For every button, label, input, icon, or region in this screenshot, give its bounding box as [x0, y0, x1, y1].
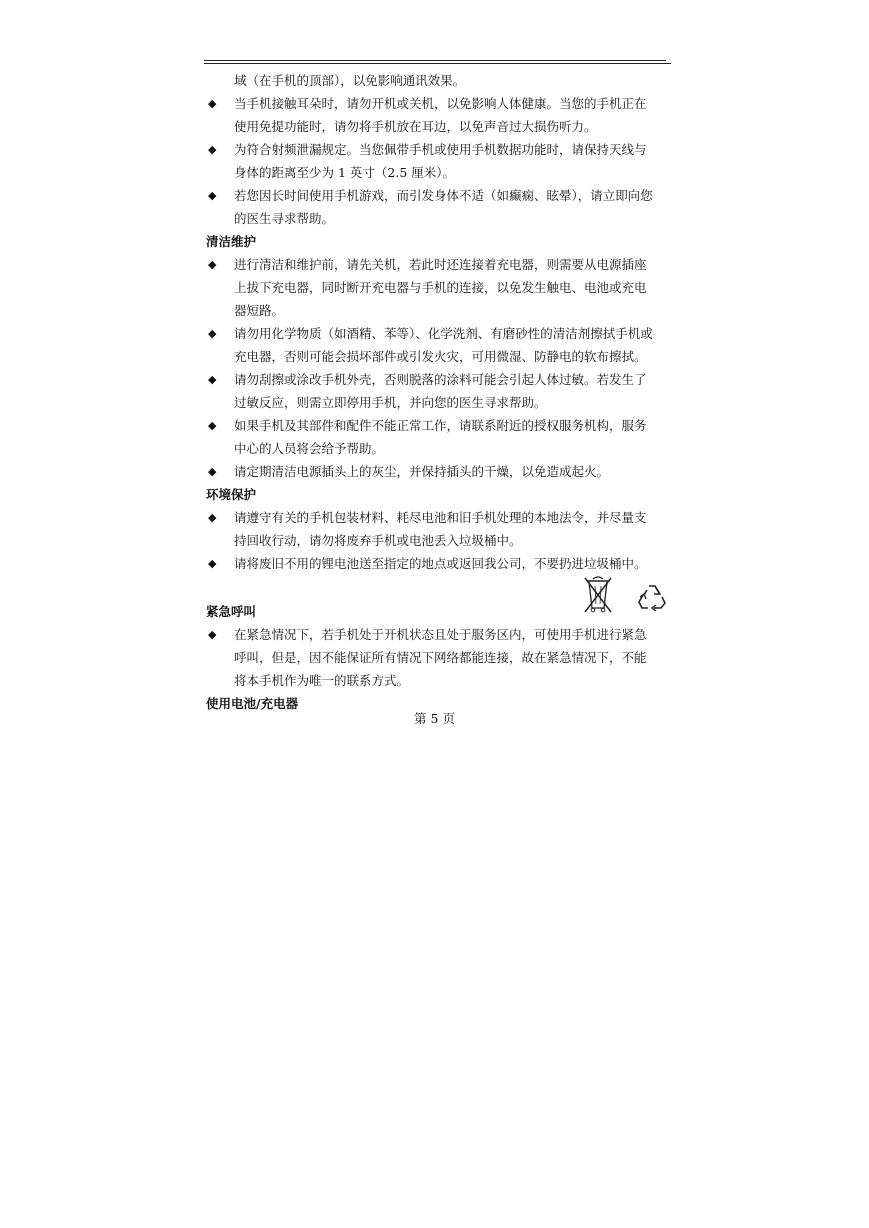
header-rule-top — [204, 60, 666, 61]
bullet-diamond-icon: ◆ — [208, 511, 217, 524]
list-item-text: 器短路。 — [234, 303, 285, 318]
list-item-text: 过敏反应，则需立即停用手机，并向您的医生寻求帮助。 — [234, 395, 547, 410]
continuation-line: 域（在手机的顶部），以免影响通讯效果。 — [234, 73, 466, 88]
crossed-out-bin-icon — [584, 575, 612, 615]
list-item — [206, 138, 672, 184]
list-item-text: 充电器，否则可能会损坏部件或引发火灾，可用微湿、防静电的软布擦拭。 — [234, 349, 647, 364]
list-item-text: 中心的人员将会给予帮助。 — [234, 441, 385, 456]
bullet-diamond-icon: ◆ — [208, 97, 217, 110]
list-item — [206, 368, 672, 414]
bullet-diamond-icon: ◆ — [208, 373, 217, 386]
list-item-text: 如果手机及其部件和配件不能正常工作，请联系附近的授权服务机构，服务 — [234, 418, 647, 433]
list-item-text: 请将废旧不用的锂电池送至指定的地点或返回我公司，不要扔进垃圾桶中。 — [234, 556, 647, 571]
list-item-text: 请定期清洁电源插头上的灰尘，并保持插头的干燥，以免造成起火。 — [234, 464, 610, 479]
list-item — [206, 552, 672, 575]
list-item-text: 身体的距离至少为 1 英寸（2.5 厘米）。 — [234, 165, 456, 180]
page-content — [206, 69, 672, 715]
bullet-diamond-icon: ◆ — [208, 628, 217, 641]
list-item — [206, 414, 672, 460]
page-number: 第 5 页 — [414, 711, 455, 726]
list-item — [206, 460, 672, 483]
emergency-heading-row — [206, 575, 672, 623]
environment-bullet-list — [206, 506, 672, 575]
cleaning-bullet-list — [206, 253, 672, 483]
list-item-text: 请遵守有关的手机包装材料、耗尽电池和旧手机处理的本地法令，并尽量支 — [234, 510, 647, 525]
list-item — [206, 322, 672, 368]
list-item-text: 请勿用化学物质（如酒精、苯等）、化学洗剂、有磨砂性的清洁剂擦拭手机或 — [234, 326, 653, 341]
recycle-icon — [637, 583, 667, 611]
bullet-diamond-icon: ◆ — [208, 419, 217, 432]
list-item-text: 呼叫，但是，因不能保证所有情况下网络都能连接，故在紧急情况下，不能 — [234, 650, 647, 665]
list-item-text: 若您因长时间使用手机游戏，而引发身体不适（如癫痫、眩晕），请立即向您 — [234, 188, 653, 203]
emergency-bullet-list — [206, 623, 672, 692]
bullet-diamond-icon: ◆ — [208, 327, 217, 340]
list-item — [206, 253, 672, 322]
bullet-diamond-icon: ◆ — [208, 557, 217, 570]
bullet-diamond-icon: ◆ — [208, 189, 217, 202]
list-item-text: 使用免提功能时，请勿将手机放在耳边，以免声音过大损伤听力。 — [234, 119, 597, 134]
list-item-text: 进行清洁和维护前，请先关机，若此时还连接着充电器，则需要从电源插座 — [234, 257, 647, 272]
list-item-text: 持回收行动，请勿将废弃手机或电池丢入垃圾桶中。 — [234, 533, 522, 548]
list-item-text: 的医生寻求帮助。 — [234, 211, 335, 226]
list-item-text: 将本手机作为唯一的联系方式。 — [234, 673, 410, 688]
bullet-diamond-icon: ◆ — [208, 143, 217, 156]
section-title-emergency: 紧急呼叫 — [206, 604, 257, 619]
list-item-text: 上拔下充电器，同时断开充电器与手机的连接，以免发生触电、电池或充电 — [234, 280, 647, 295]
list-item — [206, 184, 672, 230]
list-item — [206, 92, 672, 138]
list-item-text: 请勿刮擦或涂改手机外壳，否则脱落的涂料可能会引起人体过敏。若发生了 — [234, 372, 647, 387]
list-item-text: 在紧急情况下，若手机处于开机状态且处于服务区内，可使用手机进行紧急 — [234, 627, 647, 642]
list-item-text: 当手机接触耳朵时，请勿开机或关机，以免影响人体健康。当您的手机正在 — [234, 96, 647, 111]
intro-bullet-list — [206, 92, 672, 230]
list-item — [206, 506, 672, 552]
list-item — [206, 623, 672, 692]
bullet-diamond-icon: ◆ — [208, 465, 217, 478]
bullet-diamond-icon: ◆ — [208, 258, 217, 271]
section-title-battery: 使用电池/充电器 — [206, 696, 299, 711]
section-title-cleaning: 清洁维护 — [206, 234, 257, 249]
header-rule-bottom — [204, 63, 671, 64]
list-item-text: 为符合射频泄漏规定。当您佩带手机或使用手机数据功能时，请保持天线与 — [234, 142, 647, 157]
section-title-environment: 环境保护 — [206, 487, 257, 502]
